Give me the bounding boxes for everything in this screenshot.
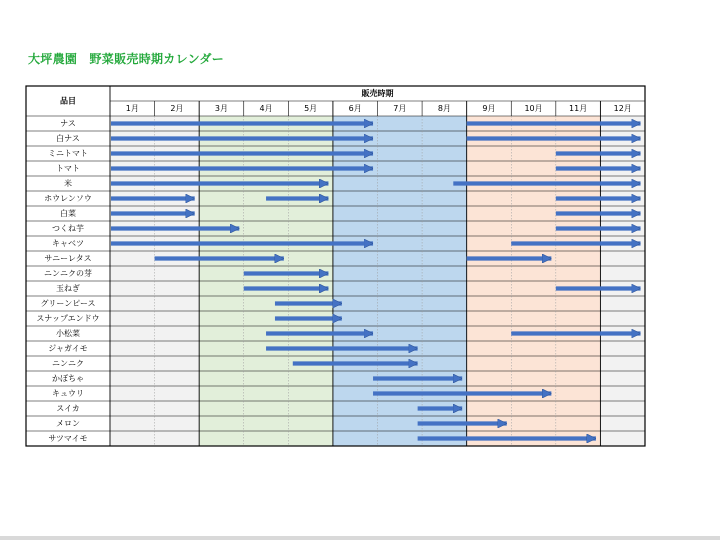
- page-title: 大坪農園 野菜販売時期カレンダー: [28, 52, 225, 66]
- item-name-2: ミニトマト: [48, 149, 88, 158]
- period-header: 販売時期: [361, 89, 394, 98]
- item-name-4: 米: [64, 179, 72, 188]
- month-label-3: 3月: [214, 104, 229, 113]
- item-name-7: つくね芋: [52, 224, 84, 233]
- item-name-3: トマト: [56, 164, 80, 173]
- item-name-13: スナップエンドウ: [36, 314, 100, 323]
- item-name-19: スイカ: [56, 404, 80, 413]
- month-label-5: 5月: [304, 104, 318, 113]
- item-name-15: ジャガイモ: [48, 344, 88, 353]
- month-label-1: 1月: [125, 104, 139, 113]
- item-name-5: ホウレンソウ: [44, 194, 92, 203]
- item-name-21: サツマイモ: [48, 434, 88, 443]
- item-name-20: メロン: [56, 419, 80, 428]
- item-name-11: 玉ねぎ: [56, 284, 80, 293]
- item-name-18: キュウリ: [52, 389, 84, 398]
- item-name-8: キャベツ: [52, 239, 84, 248]
- item-name-16: ニンニク: [52, 359, 84, 368]
- item-name-12: グリーンピース: [40, 299, 96, 308]
- item-name-9: サニーレタス: [44, 254, 92, 263]
- month-label-11: 11月: [569, 104, 588, 113]
- item-name-0: ナス: [60, 119, 76, 128]
- item-name-10: ニンニクの芽: [44, 269, 92, 278]
- item-name-14: 小松菜: [56, 329, 80, 338]
- month-label-9: 9月: [482, 104, 496, 113]
- month-label-4: 4月: [259, 104, 273, 113]
- month-label-8: 8月: [437, 104, 451, 113]
- item-name-1: 白ナス: [56, 134, 80, 143]
- page-bottom-divider: [0, 536, 720, 540]
- month-label-7: 7月: [393, 104, 407, 113]
- item-header: 品目: [60, 96, 76, 106]
- month-label-6: 6月: [348, 104, 362, 113]
- item-name-17: かぼちゃ: [52, 374, 84, 383]
- month-label-12: 12月: [613, 104, 632, 113]
- month-label-2: 2月: [170, 104, 184, 113]
- item-name-6: 白菜: [60, 209, 76, 218]
- month-label-10: 10月: [524, 104, 543, 113]
